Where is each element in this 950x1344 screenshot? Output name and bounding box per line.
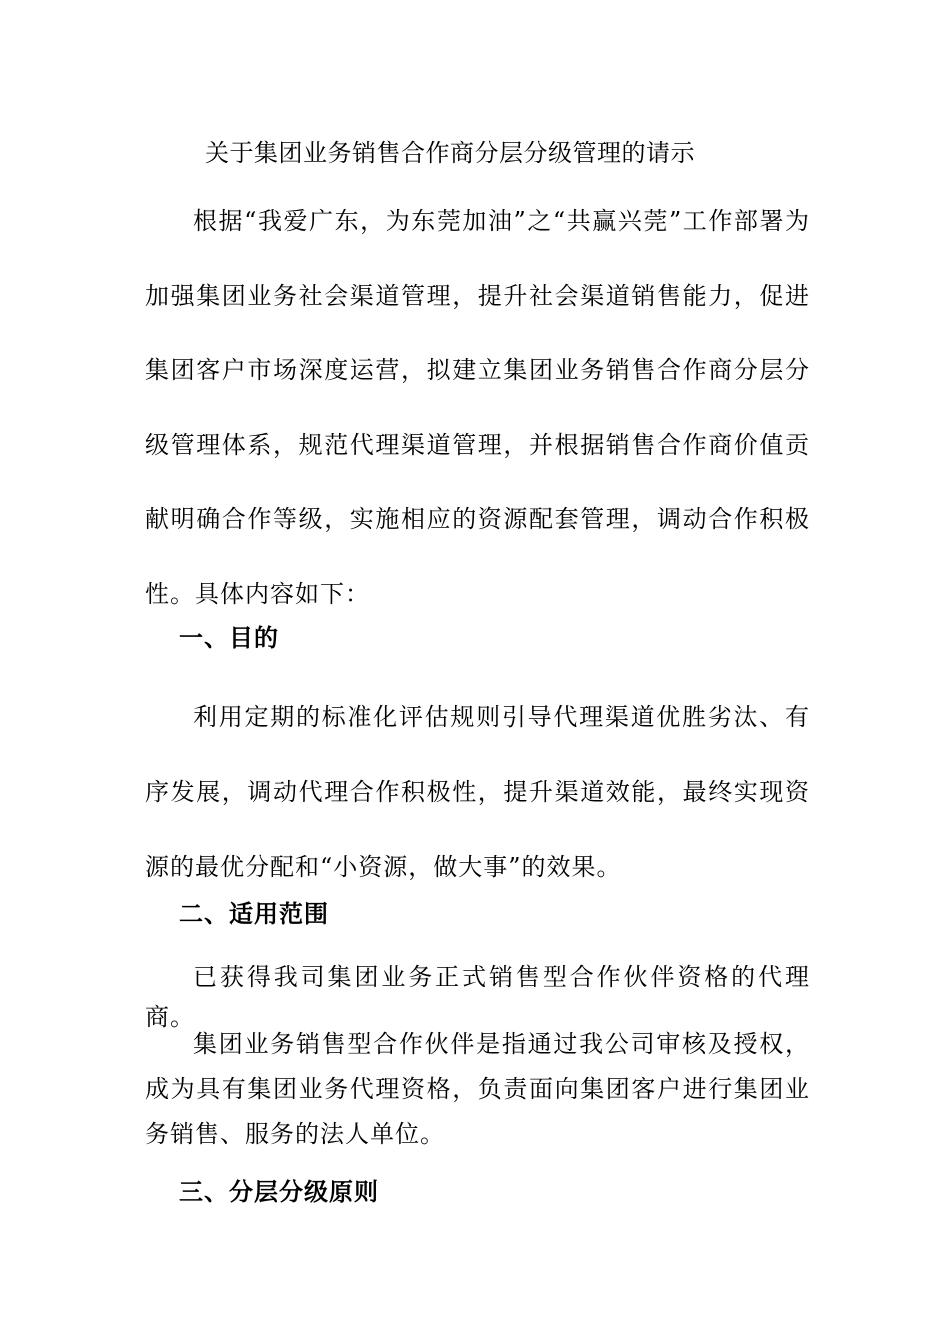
scope-paragraph: 已获得我司集团业务正式销售型合作伙伴资格的代理商。 xyxy=(145,963,810,1031)
purpose-paragraph: 利用定期的标准化评估规则引导代理渠道优胜劣汰、有序发展，调动代理合作积极性，提升渠道效能，最终实现资源的最优分配和“小资源，做大事”的效果。 xyxy=(145,703,810,881)
section-heading-scope: 二、适用范围 xyxy=(179,900,329,928)
document-title: 关于集团业务销售合作商分层分级管理的请示 xyxy=(205,139,695,167)
section-heading-principles: 三、分层分级原则 xyxy=(179,1178,379,1206)
scope-definition-paragraph: 集团业务销售型合作伙伴是指通过我公司审核及授权，成为具有集团业务代理资格，负责面向集团客户进行集团业务销售、服务的法人单位。 xyxy=(145,1030,810,1148)
intro-paragraph: 根据“我爱广东，为东莞加油”之“共赢兴莞”工作部署为加强集团业务社会渠道管理，提升社会渠道销售能力，促进集团客户市场深度运营，拟建立集团业务销售合作商分层分级管理体系，规范代理渠道管理，并根据销售合作商价值贡献明确合作等级，实施相应的资源配套管理，调动合作积极性。具体内容如下： xyxy=(145,207,810,608)
section-heading-purpose: 一、目的 xyxy=(179,624,279,652)
